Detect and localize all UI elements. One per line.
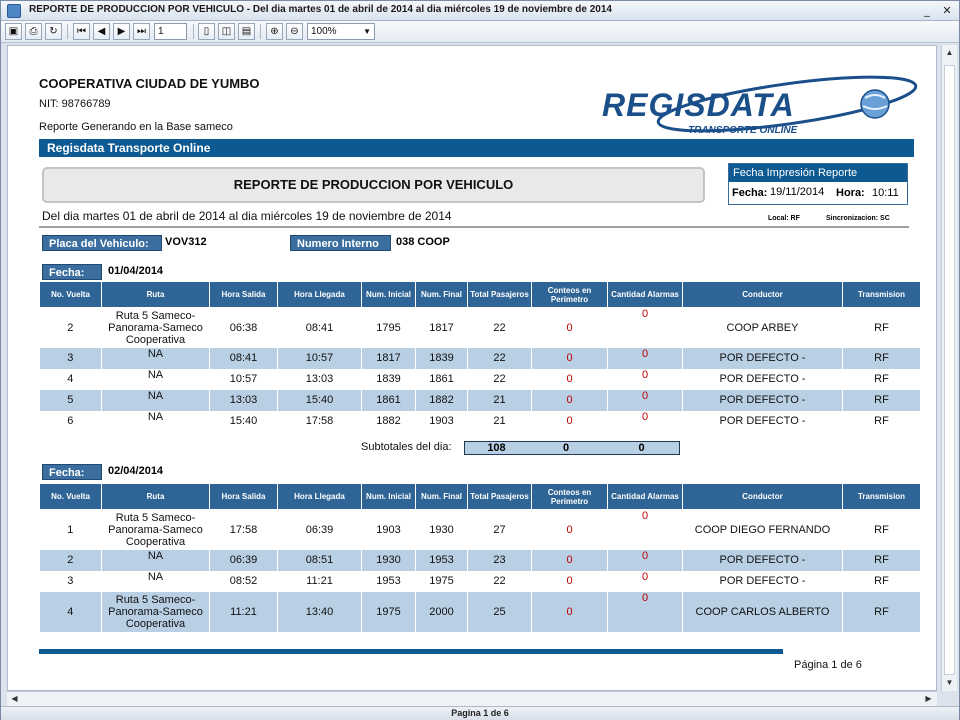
col-header-hora-salida: Hora Salida: [210, 282, 278, 308]
day2-trips-table: [39, 483, 921, 632]
cell-no-vuelta: 5: [40, 390, 102, 411]
print-date-label: Fecha:: [732, 187, 768, 199]
cell-conteos-perimetro: 0: [532, 592, 608, 632]
cell-hora-llegada: 15:40: [278, 390, 362, 411]
status-page-text: Pagina 1 de 6: [451, 708, 509, 718]
col-header-conteos-perimetro: Conteos en Perimetro: [532, 282, 608, 308]
subtotal-alarmas: 0: [638, 442, 645, 454]
internal-number-label: Numero Interno: [290, 235, 391, 251]
cell-conteos-perimetro: 0: [532, 308, 608, 348]
vehicle-plate-label: Placa del Vehiculo:: [42, 235, 162, 251]
cell-transmision: RF: [843, 592, 921, 632]
company-name: COOPERATIVA CIUDAD DE YUMBO: [39, 76, 260, 91]
cell-num-final: 1953: [416, 550, 468, 571]
cell-hora-salida: 06:38: [210, 308, 278, 348]
cell-hora-salida: 06:39: [210, 550, 278, 571]
next-page-icon[interactable]: ▶: [113, 23, 130, 40]
cell-hora-llegada: 06:39: [278, 510, 362, 550]
single-page-icon[interactable]: ▯: [198, 23, 215, 40]
svg-text:REGISDATA: REGISDATA: [602, 87, 795, 123]
cell-ruta: NA: [102, 411, 210, 432]
last-page-icon[interactable]: ⏭: [133, 23, 150, 40]
col-header-ruta: Ruta: [102, 484, 210, 510]
save-icon[interactable]: ▣: [5, 23, 22, 40]
cell-hora-salida: 13:03: [210, 390, 278, 411]
cell-total-pasajeros: 22: [468, 369, 532, 390]
print-time-label: Hora:: [836, 187, 865, 199]
cell-conductor: COOP ARBEY: [683, 308, 843, 348]
cell-ruta: Ruta 5 Sameco-Panorama-Sameco Cooperativa: [102, 592, 210, 632]
scroll-right-icon[interactable]: ▶: [925, 694, 932, 703]
cell-num-inicial: 1975: [362, 592, 416, 632]
report-viewport[interactable]: [7, 45, 937, 691]
cell-conductor: POR DEFECTO -: [683, 550, 843, 571]
cell-hora-llegada: 10:57: [278, 348, 362, 369]
cell-hora-salida: 17:58: [210, 510, 278, 550]
table-row: [40, 550, 921, 571]
svg-text:TRANSPORTE ONLINE: TRANSPORTE ONLINE: [688, 125, 798, 136]
cell-conductor: COOP CARLOS ALBERTO: [683, 592, 843, 632]
print-date-header: Fecha Impresión Reporte: [729, 164, 907, 182]
page-number-input[interactable]: 1: [154, 23, 187, 40]
cell-no-vuelta: 4: [40, 592, 102, 632]
subtotal-conteos: 0: [562, 442, 570, 454]
table-row: [40, 592, 921, 632]
cell-no-vuelta: 2: [40, 308, 102, 348]
table-header-row: [40, 282, 921, 308]
toolbar: [1, 21, 959, 43]
page-footer: Página 1 de 6: [794, 659, 862, 671]
day1-subtotal-label: Subtotales del dia:: [361, 441, 452, 453]
col-header-num-inicial: Num. Inicial: [362, 484, 416, 510]
table-row: [40, 369, 921, 390]
col-header-hora-llegada: Hora Llegada: [278, 484, 362, 510]
cell-total-pasajeros: 21: [468, 390, 532, 411]
cell-conteos-perimetro: 0: [532, 550, 608, 571]
day1-date-label: Fecha:: [42, 264, 102, 280]
col-header-total-pasajeros: Total Pasajeros: [468, 282, 532, 308]
cell-transmision: RF: [843, 369, 921, 390]
table-row: [40, 390, 921, 411]
cell-conductor: POR DEFECTO -: [683, 390, 843, 411]
scroll-left-icon[interactable]: ◀: [11, 694, 18, 703]
col-header-ruta: Ruta: [102, 282, 210, 308]
day1-trips-table: [39, 281, 921, 432]
col-header-cantidad-alarmas: Cantidad Alarmas: [608, 282, 683, 308]
col-header-hora-salida: Hora Salida: [210, 484, 278, 510]
page-layout-icon[interactable]: ▤: [238, 23, 255, 40]
cell-num-final: 1975: [416, 571, 468, 592]
report-page: [12, 48, 932, 691]
cell-hora-salida: 08:52: [210, 571, 278, 592]
window-title: REPORTE DE PRODUCCION POR VEHICULO - Del dia martes 01 de abril de 2014 al dia miércoles 19 de noviembre de 2014: [29, 4, 612, 15]
day2-date-value: 02/04/2014: [108, 465, 164, 477]
cell-ruta: NA: [102, 369, 210, 390]
zoom-in-icon[interactable]: ⊕: [266, 23, 283, 40]
cell-total-pasajeros: 22: [468, 348, 532, 369]
cell-hora-salida: 08:41: [210, 348, 278, 369]
cell-transmision: RF: [843, 308, 921, 348]
table-row: [40, 571, 921, 592]
col-header-cantidad-alarmas: Cantidad Alarmas: [608, 484, 683, 510]
prev-page-icon[interactable]: ◀: [93, 23, 110, 40]
col-header-hora-llegada: Hora Llegada: [278, 282, 362, 308]
status-bar: [1, 706, 959, 720]
cell-cantidad-alarmas: 0: [608, 510, 683, 550]
cell-no-vuelta: 2: [40, 550, 102, 571]
cell-conteos-perimetro: 0: [532, 369, 608, 390]
day1-subtotals: [464, 441, 680, 455]
cell-hora-salida: 11:21: [210, 592, 278, 632]
cell-hora-llegada: 08:41: [278, 308, 362, 348]
cell-hora-llegada: 13:40: [278, 592, 362, 632]
local-text: Local: RF: [768, 215, 800, 222]
table-row: [40, 348, 921, 369]
cell-conteos-perimetro: 0: [532, 411, 608, 432]
day1-date-value: 01/04/2014: [108, 265, 164, 277]
print-icon[interactable]: ⎙: [25, 23, 42, 40]
cell-num-inicial: 1817: [362, 348, 416, 369]
cell-hora-llegada: 13:03: [278, 369, 362, 390]
cell-ruta: NA: [102, 348, 210, 369]
cell-conductor: POR DEFECTO -: [683, 369, 843, 390]
report-title: REPORTE DE PRODUCCION POR VEHICULO: [42, 167, 705, 203]
cell-num-inicial: 1861: [362, 390, 416, 411]
cell-total-pasajeros: 27: [468, 510, 532, 550]
nit: NIT: 98766789: [39, 98, 111, 110]
cell-ruta: NA: [102, 550, 210, 571]
print-time-value: 10:11: [872, 187, 899, 199]
cell-ruta: Ruta 5 Sameco-Panorama-Sameco Cooperativa: [102, 510, 210, 550]
internal-number-value: 038 COOP: [396, 236, 450, 248]
cell-transmision: RF: [843, 571, 921, 592]
cell-num-inicial: 1903: [362, 510, 416, 550]
cell-no-vuelta: 6: [40, 411, 102, 432]
vehicle-plate-value: VOV312: [165, 236, 207, 248]
cell-num-inicial: 1953: [362, 571, 416, 592]
cell-conteos-perimetro: 0: [532, 348, 608, 369]
col-header-conductor: Conductor: [683, 484, 843, 510]
day2-date-label: Fecha:: [42, 464, 102, 480]
print-date-value: 19/11/2014: [770, 186, 825, 198]
date-range: Del dia martes 01 de abril de 2014 al dia miércoles 19 de noviembre de 2014: [42, 209, 452, 223]
cell-hora-llegada: 17:58: [278, 411, 362, 432]
cell-total-pasajeros: 25: [468, 592, 532, 632]
horizontal-scrollbar[interactable]: [7, 691, 937, 706]
divider: [39, 226, 909, 228]
cell-num-inicial: 1795: [362, 308, 416, 348]
cell-cantidad-alarmas: 0: [608, 390, 683, 411]
cell-total-pasajeros: 23: [468, 550, 532, 571]
zoom-select[interactable]: 100% ▼: [307, 23, 375, 40]
table-header-row: [40, 484, 921, 510]
cell-no-vuelta: 1: [40, 510, 102, 550]
table-row: [40, 510, 921, 550]
scroll-down-icon[interactable]: ▼: [945, 678, 954, 687]
sync-text: Sincronizacion: SC: [826, 215, 890, 222]
cell-conductor: COOP DIEGO FERNANDO: [683, 510, 843, 550]
chevron-down-icon: ▼: [363, 27, 371, 36]
report-band: Regisdata Transporte Online: [39, 139, 914, 157]
cell-cantidad-alarmas: 0: [608, 592, 683, 632]
col-header-num-final: Num. Final: [416, 484, 468, 510]
col-header-transmision: Transmision: [843, 484, 921, 510]
cell-conteos-perimetro: 0: [532, 390, 608, 411]
base-text: Reporte Generando en la Base sameco: [39, 121, 233, 133]
cell-no-vuelta: 3: [40, 348, 102, 369]
cell-ruta: NA: [102, 390, 210, 411]
cell-transmision: RF: [843, 550, 921, 571]
app-icon: [7, 4, 21, 18]
cell-cantidad-alarmas: 0: [608, 348, 683, 369]
two-page-icon[interactable]: ◫: [218, 23, 235, 40]
scroll-up-icon[interactable]: ▲: [945, 48, 954, 57]
cell-ruta: Ruta 5 Sameco-Panorama-Sameco Cooperativa: [102, 308, 210, 348]
cell-transmision: RF: [843, 510, 921, 550]
cell-num-final: 1839: [416, 348, 468, 369]
subtotal-pasajeros: 108: [487, 442, 506, 454]
cell-num-inicial: 1930: [362, 550, 416, 571]
refresh-icon[interactable]: ↻: [45, 23, 62, 40]
title-bar: [1, 1, 959, 21]
cell-cantidad-alarmas: 0: [608, 369, 683, 390]
table-row: [40, 308, 921, 348]
cell-total-pasajeros: 22: [468, 571, 532, 592]
cell-num-inicial: 1839: [362, 369, 416, 390]
cell-no-vuelta: 4: [40, 369, 102, 390]
regisdata-logo: [592, 70, 922, 140]
cell-num-inicial: 1882: [362, 411, 416, 432]
cell-transmision: RF: [843, 390, 921, 411]
cell-cantidad-alarmas: 0: [608, 411, 683, 432]
table-row: [40, 411, 921, 432]
scroll-thumb[interactable]: [944, 65, 955, 675]
cell-cantidad-alarmas: 0: [608, 571, 683, 592]
col-header-transmision: Transmision: [843, 282, 921, 308]
zoom-out-icon[interactable]: ⊖: [286, 23, 303, 40]
cell-total-pasajeros: 21: [468, 411, 532, 432]
cell-transmision: RF: [843, 411, 921, 432]
cell-conductor: POR DEFECTO -: [683, 348, 843, 369]
close-button[interactable]: ✕: [942, 4, 952, 17]
cell-num-final: 1861: [416, 369, 468, 390]
cell-num-final: 1817: [416, 308, 468, 348]
col-header-num-final: Num. Final: [416, 282, 468, 308]
cell-total-pasajeros: 22: [468, 308, 532, 348]
print-date-box: [728, 163, 908, 205]
cell-conductor: POR DEFECTO -: [683, 571, 843, 592]
first-page-icon[interactable]: ⏮: [73, 23, 90, 40]
cell-cantidad-alarmas: 0: [608, 550, 683, 571]
cell-hora-llegada: 11:21: [278, 571, 362, 592]
minimize-button[interactable]: _: [924, 4, 930, 17]
cell-num-final: 1930: [416, 510, 468, 550]
cell-cantidad-alarmas: 0: [608, 308, 683, 348]
cell-conteos-perimetro: 0: [532, 571, 608, 592]
col-header-no-vuelta: No. Vuelta: [40, 484, 102, 510]
col-header-no-vuelta: No. Vuelta: [40, 282, 102, 308]
col-header-conductor: Conductor: [683, 282, 843, 308]
vertical-scrollbar[interactable]: [941, 45, 957, 691]
cell-no-vuelta: 3: [40, 571, 102, 592]
col-header-conteos-perimetro: Conteos en Perimetro: [532, 484, 608, 510]
cell-conteos-perimetro: 0: [532, 510, 608, 550]
cell-conductor: POR DEFECTO -: [683, 411, 843, 432]
col-header-total-pasajeros: Total Pasajeros: [468, 484, 532, 510]
col-header-num-inicial: Num. Inicial: [362, 282, 416, 308]
cell-num-final: 1903: [416, 411, 468, 432]
cell-hora-salida: 10:57: [210, 369, 278, 390]
cell-hora-llegada: 08:51: [278, 550, 362, 571]
cell-num-final: 1882: [416, 390, 468, 411]
cell-transmision: RF: [843, 348, 921, 369]
cell-num-final: 2000: [416, 592, 468, 632]
cell-hora-salida: 15:40: [210, 411, 278, 432]
footer-bar: [39, 649, 783, 654]
cell-ruta: NA: [102, 571, 210, 592]
